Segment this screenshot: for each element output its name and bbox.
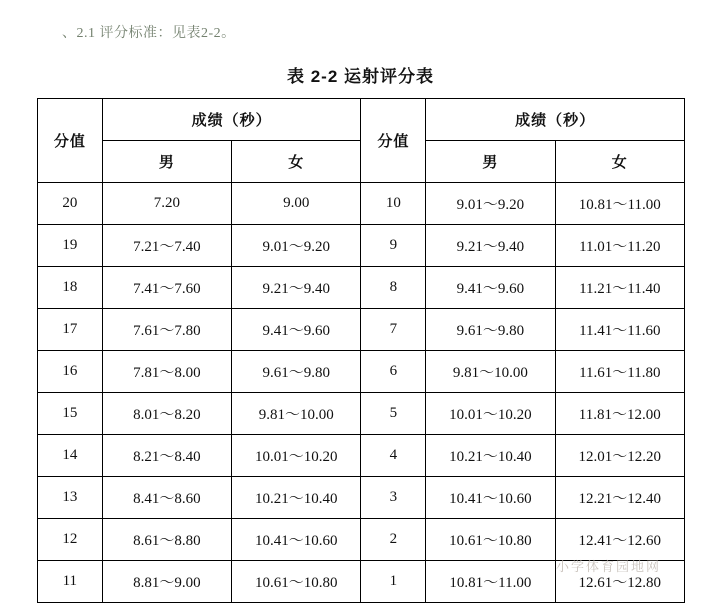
- header-male-right: 男: [426, 141, 555, 183]
- header-score-right: 分值: [361, 99, 426, 183]
- table-row: [38, 267, 685, 309]
- cell-female-left: 9.21～9.40: [232, 267, 361, 309]
- table-row: [38, 435, 685, 477]
- watermark-text: 小学体育园地网: [556, 559, 662, 574]
- header-result-right: 成绩（秒）: [426, 99, 685, 141]
- cell-male-left: 8.01～8.20: [102, 393, 231, 435]
- cell-female-left: 10.01～10.20: [232, 435, 361, 477]
- header-male-left: 男: [102, 141, 231, 183]
- cell-female-right: 11.21～11.40: [555, 267, 684, 309]
- cell-female-left: 9.81～10.00: [232, 393, 361, 435]
- cell-score-right: 6: [361, 351, 426, 393]
- cell-male-right: 10.21～10.40: [426, 435, 555, 477]
- cell-score-right: 8: [361, 267, 426, 309]
- cell-score-right: 1: [361, 561, 426, 603]
- cell-female-left: 9.00: [232, 183, 361, 225]
- cell-score-left: 20: [38, 183, 103, 225]
- cell-female-right: 12.21～12.40: [555, 477, 684, 519]
- table-row: [38, 225, 685, 267]
- cell-male-right: 9.61～9.80: [426, 309, 555, 351]
- cell-male-right: 9.01～9.20: [426, 183, 555, 225]
- cell-female-right: 11.81～12.00: [555, 393, 684, 435]
- cell-score-right: 4: [361, 435, 426, 477]
- cell-female-right: 10.81～11.00: [555, 183, 684, 225]
- cell-male-right: 9.41～9.60: [426, 267, 555, 309]
- cell-score-right: 7: [361, 309, 426, 351]
- cell-score-right: 3: [361, 477, 426, 519]
- cell-female-left: 9.01～9.20: [232, 225, 361, 267]
- cell-score-left: 12: [38, 519, 103, 561]
- cell-female-right: 11.01～11.20: [555, 225, 684, 267]
- cell-score-left: 14: [38, 435, 103, 477]
- cell-male-right: 10.01～10.20: [426, 393, 555, 435]
- cell-score-left: 19: [38, 225, 103, 267]
- cell-score-left: 18: [38, 267, 103, 309]
- cell-female-right: 11.61～11.80: [555, 351, 684, 393]
- cell-male-right: 10.41～10.60: [426, 477, 555, 519]
- table-title: 表 2-2 运射评分表: [286, 67, 435, 86]
- cell-score-right: 10: [361, 183, 426, 225]
- table-body: [38, 183, 685, 603]
- cell-female-right: 11.41～11.60: [555, 309, 684, 351]
- cell-male-left: 8.81～9.00: [102, 561, 231, 603]
- cell-female-left: 10.21～10.40: [232, 477, 361, 519]
- table-row: [38, 183, 685, 225]
- cell-male-left: 8.41～8.60: [102, 477, 231, 519]
- cell-male-left: 7.41～7.60: [102, 267, 231, 309]
- cell-female-left: 10.41～10.60: [232, 519, 361, 561]
- cell-female-left: 9.41～9.60: [232, 309, 361, 351]
- table-row: [38, 519, 685, 561]
- section-note: 、2.1 评分标准：见表2-2。: [62, 26, 236, 41]
- header-female-right: 女: [555, 141, 684, 183]
- cell-male-left: 8.61～8.80: [102, 519, 231, 561]
- table-row: [38, 393, 685, 435]
- cell-score-left: 17: [38, 309, 103, 351]
- header-result-left: 成绩（秒）: [102, 99, 361, 141]
- cell-male-right: 10.81～11.00: [426, 561, 555, 603]
- cell-female-right: 12.01～12.20: [555, 435, 684, 477]
- header-score-left: 分值: [38, 99, 103, 183]
- cell-male-left: 7.81～8.00: [102, 351, 231, 393]
- table-row: [38, 351, 685, 393]
- table-row: [38, 477, 685, 519]
- cell-male-left: 7.61～7.80: [102, 309, 231, 351]
- cell-male-left: 7.21～7.40: [102, 225, 231, 267]
- table-header-row-group: [38, 99, 685, 141]
- table-header: [38, 99, 685, 183]
- cell-score-left: 13: [38, 477, 103, 519]
- header-female-left: 女: [232, 141, 361, 183]
- cell-score-left: 11: [38, 561, 103, 603]
- cell-male-right: 10.61～10.80: [426, 519, 555, 561]
- cell-male-right: 9.21～9.40: [426, 225, 555, 267]
- cell-score-right: 5: [361, 393, 426, 435]
- cell-score-left: 15: [38, 393, 103, 435]
- cell-male-left: 8.21～8.40: [102, 435, 231, 477]
- cell-score-right: 2: [361, 519, 426, 561]
- table-row: [38, 309, 685, 351]
- score-table: [37, 98, 685, 603]
- cell-female-right: 12.41～12.60: [555, 519, 684, 561]
- cell-male-left: 7.20: [102, 183, 231, 225]
- cell-female-left: 10.61～10.80: [232, 561, 361, 603]
- cell-female-left: 9.61～9.80: [232, 351, 361, 393]
- cell-male-right: 9.81～10.00: [426, 351, 555, 393]
- cell-score-right: 9: [361, 225, 426, 267]
- cell-score-left: 16: [38, 351, 103, 393]
- cell-female-right: 12.61～12.80: [555, 561, 684, 603]
